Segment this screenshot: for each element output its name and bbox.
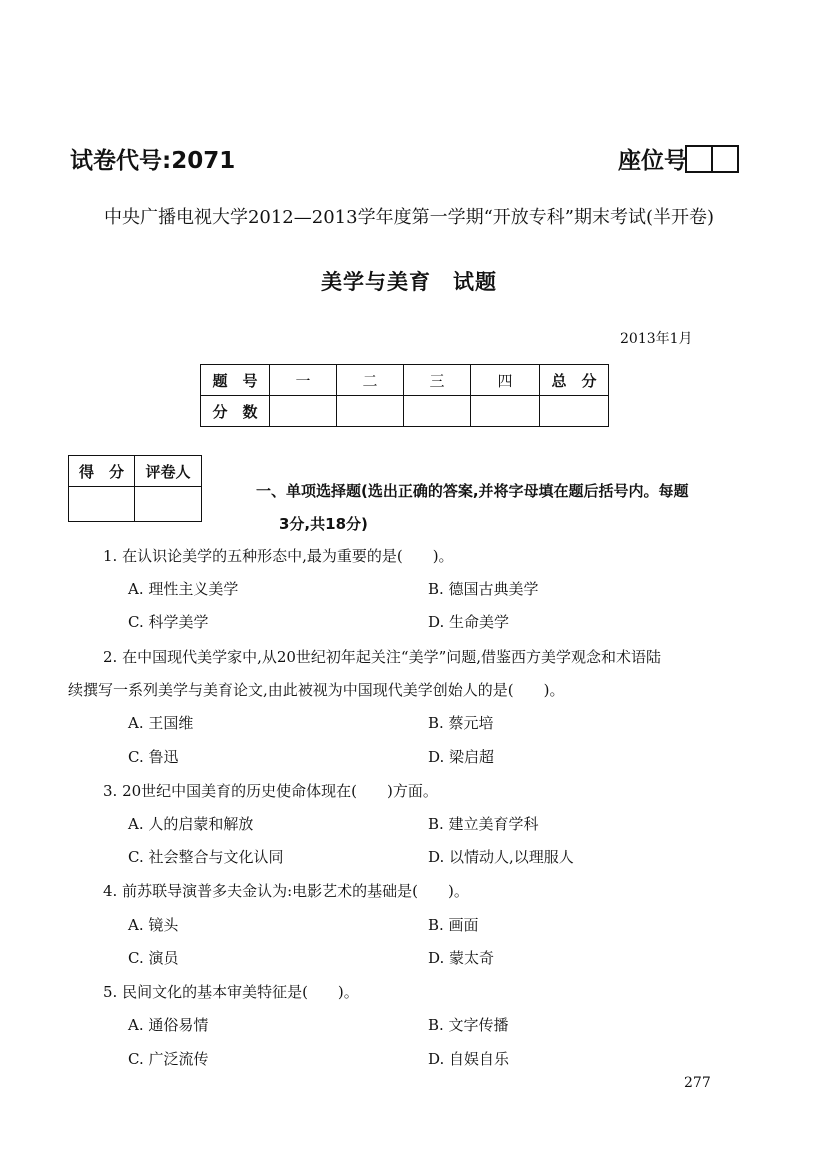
grader-score-label: 得 分	[69, 456, 135, 487]
score-table-cell: 一	[270, 365, 337, 396]
score-table-cell: 三	[404, 365, 471, 396]
option-4d: D. 蒙太奇	[428, 949, 495, 967]
grader-name-cell[interactable]	[135, 487, 202, 522]
score-input-cell[interactable]	[337, 396, 404, 427]
option-1d: D. 生命美学	[428, 613, 510, 631]
option-1c: C. 科学美学	[128, 613, 209, 631]
option-3a: A. 人的启蒙和解放	[128, 815, 254, 833]
score-input-cell[interactable]	[404, 396, 471, 427]
score-input-cell[interactable]	[540, 396, 609, 427]
score-table-cell: 总 分	[540, 365, 609, 396]
page-title: 美学与美育 试题	[321, 270, 497, 294]
page-number: 277	[684, 1075, 711, 1091]
seat-box-1[interactable]	[685, 145, 713, 173]
question-5: 5. 民间文化的基本审美特征是( )。	[103, 983, 359, 1001]
section-title-cont: 3分,共18分)	[279, 515, 368, 533]
question-2: 2. 在中国现代美学家中,从20世纪初年起关注“美学”问题,借鉴西方美学观念和术语陆	[103, 648, 662, 666]
option-1a: A. 理性主义美学	[128, 580, 239, 598]
score-input-cell[interactable]	[471, 396, 540, 427]
paper-code: 试卷代号:2071	[70, 148, 236, 174]
grader-score-cell[interactable]	[69, 487, 135, 522]
option-5d: D. 自娱自乐	[428, 1050, 510, 1068]
option-4b: B. 画面	[428, 916, 479, 934]
option-5a: A. 通俗易情	[128, 1016, 209, 1034]
option-3d: D. 以情动人,以理服人	[428, 848, 574, 866]
score-table-cell: 二	[337, 365, 404, 396]
section-title: 一、单项选择题(选出正确的答案,并将字母填在题后括号内。每题	[256, 482, 689, 500]
question-1: 1. 在认识论美学的五种形态中,最为重要的是( )。	[103, 547, 454, 565]
score-table-cell: 四	[471, 365, 540, 396]
score-table	[200, 364, 609, 427]
exam-date: 2013年1月	[620, 331, 693, 347]
grader-label: 评卷人	[135, 456, 202, 487]
question-2-cont: 续撰写一系列美学与美育论文,由此被视为中国现代美学创始人的是( )。	[68, 681, 565, 699]
option-3c: C. 社会整合与文化认同	[128, 848, 284, 866]
score-table-score-row	[201, 396, 609, 427]
option-2c: C. 鲁迅	[128, 748, 179, 766]
exam-header: 中央广播电视大学2012—2013学年度第一学期“开放专科”期末考试(半开卷)	[103, 207, 715, 228]
option-3b: B. 建立美育学科	[428, 815, 539, 833]
option-2a: A. 王国维	[128, 714, 194, 732]
option-2b: B. 蔡元培	[428, 714, 494, 732]
score-input-cell[interactable]	[270, 396, 337, 427]
score-table-cell: 分 数	[201, 396, 270, 427]
option-5b: B. 文字传播	[428, 1016, 509, 1034]
score-table-cell: 题 号	[201, 365, 270, 396]
seat-number	[618, 142, 739, 175]
seat-box-2[interactable]	[711, 145, 739, 173]
seat-label: 座位号	[618, 148, 687, 174]
option-2d: D. 梁启超	[428, 748, 495, 766]
option-1b: B. 德国古典美学	[428, 580, 539, 598]
question-4: 4. 前苏联导演普多夫金认为:电影艺术的基础是( )。	[103, 882, 469, 900]
grader-table	[68, 455, 202, 522]
option-4a: A. 镜头	[128, 916, 179, 934]
option-4c: C. 演员	[128, 949, 179, 967]
option-5c: C. 广泛流传	[128, 1050, 209, 1068]
score-table-header-row	[201, 365, 609, 396]
question-3: 3. 20世纪中国美育的历史使命体现在( )方面。	[103, 782, 438, 800]
